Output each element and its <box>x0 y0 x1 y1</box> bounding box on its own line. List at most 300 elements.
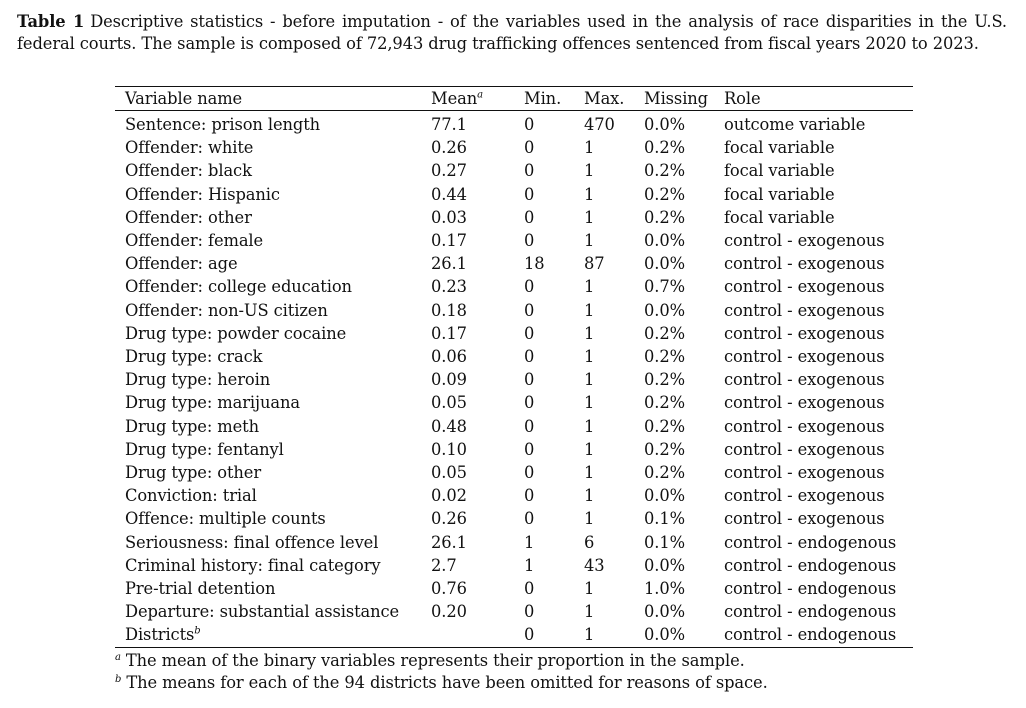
cell-max <box>584 275 644 298</box>
cell-role-text: control - exogenous <box>724 486 885 506</box>
cell-mean <box>431 299 524 322</box>
cell-mean-text: 77.1 <box>431 115 467 134</box>
cell-missing <box>644 577 724 600</box>
cell-min-text: 0 <box>524 370 535 390</box>
cell-max <box>584 391 644 414</box>
cell-max-text: 1 <box>584 625 595 645</box>
cell-role <box>724 159 913 182</box>
cell-mean-text: 0.17 <box>431 231 467 251</box>
cell-mean <box>431 229 524 252</box>
cell-missing-text: 0.2% <box>644 439 685 459</box>
cell-missing <box>644 183 724 206</box>
cell-variable <box>115 438 431 461</box>
cell-variable <box>115 461 431 484</box>
cell-min-text: 0 <box>524 509 535 529</box>
cell-min-text: 0 <box>524 184 535 204</box>
cell-role-text: control - exogenous <box>724 277 885 297</box>
cell-role-text: control - endogenous <box>724 602 897 622</box>
cell-min <box>524 484 584 507</box>
cell-role-text: control - exogenous <box>724 463 885 483</box>
cell-missing <box>644 623 724 647</box>
cell-max <box>584 159 644 182</box>
cell-max <box>584 136 644 159</box>
cell-role-text: control - exogenous <box>724 231 885 251</box>
cell-variable-text: Drug type: fentanyl <box>125 439 284 459</box>
header-role: Role <box>724 89 761 108</box>
cell-min <box>524 391 584 414</box>
cell-mean-text: 0.76 <box>431 579 467 599</box>
cell-mean <box>431 623 524 647</box>
cell-variable-text: Conviction: trial <box>125 486 257 506</box>
cell-min <box>524 206 584 229</box>
cell-variable <box>115 206 431 229</box>
cell-min-text: 18 <box>524 254 545 274</box>
cell-min-text: 0 <box>524 138 535 158</box>
cell-role-text: control - exogenous <box>724 347 885 367</box>
cell-mean-text: 0.26 <box>431 509 467 529</box>
cell-variable <box>115 229 431 252</box>
caption-label: Table 1 <box>17 12 85 31</box>
cell-mean-text: 0.02 <box>431 486 467 506</box>
cell-min <box>524 531 584 554</box>
table-row <box>115 391 913 414</box>
cell-mean-text: 0.26 <box>431 138 467 158</box>
cell-role <box>724 111 913 137</box>
cell-max <box>584 623 644 647</box>
cell-variable <box>115 484 431 507</box>
cell-missing <box>644 322 724 345</box>
cell-mean-text: 0.27 <box>431 161 467 181</box>
cell-mean <box>431 391 524 414</box>
cell-missing-text: 0.2% <box>644 370 685 390</box>
cell-min-text: 0 <box>524 486 535 506</box>
table-row <box>115 461 913 484</box>
cell-mean-text: 0.03 <box>431 207 467 227</box>
cell-variable-text: Offender: age <box>125 254 238 274</box>
header-mean-label: Mean <box>431 89 478 108</box>
cell-missing <box>644 345 724 368</box>
table-row <box>115 299 913 322</box>
cell-role <box>724 299 913 322</box>
cell-mean <box>431 531 524 554</box>
cell-max <box>584 229 644 252</box>
cell-max <box>584 299 644 322</box>
cell-min-text: 0 <box>524 416 535 436</box>
cell-variable-text: Seriousness: final offence level <box>125 532 379 552</box>
cell-variable-text: Offender: female <box>125 231 264 251</box>
cell-min-text: 0 <box>524 115 535 134</box>
cell-mean <box>431 368 524 391</box>
cell-missing-text: 0.1% <box>644 532 685 552</box>
table-row <box>115 183 913 206</box>
cell-missing-text: 0.0% <box>644 254 685 274</box>
cell-role-text: control - exogenous <box>724 254 885 274</box>
cell-variable <box>115 322 431 345</box>
caption-text: Descriptive statistics - before imputation - of the variables used in the analysis of race disparities in the U.S. federal courts. The sample is composed of 72,943 drug trafficking offences sentenced from fiscal years 2020 to 2023. <box>17 12 1007 53</box>
cell-min-text: 0 <box>524 439 535 459</box>
cell-missing-text: 0.2% <box>644 393 685 413</box>
cell-min-text: 0 <box>524 463 535 483</box>
cell-missing-text: 0.2% <box>644 184 685 204</box>
cell-role-text: focal variable <box>724 161 835 181</box>
cell-variable-text: Drug type: crack <box>125 347 263 367</box>
cell-max-text: 1 <box>584 231 595 251</box>
cell-max-text: 1 <box>584 486 595 506</box>
cell-variable-text: Offender: college education <box>125 277 352 297</box>
cell-role <box>724 368 913 391</box>
cell-variable <box>115 299 431 322</box>
cell-missing-text: 0.0% <box>644 231 685 251</box>
cell-mean <box>431 461 524 484</box>
cell-max <box>584 461 644 484</box>
cell-mean-text: 0.05 <box>431 463 467 483</box>
cell-min <box>524 345 584 368</box>
cell-role <box>724 275 913 298</box>
cell-missing-text: 0.0% <box>644 486 685 506</box>
cell-mean-text: 0.44 <box>431 184 467 204</box>
cell-variable-text: Districts <box>125 625 195 645</box>
cell-missing-text: 0.2% <box>644 463 685 483</box>
cell-max <box>584 438 644 461</box>
cell-role <box>724 391 913 414</box>
stats-table-container <box>115 86 913 648</box>
cell-missing-text: 0.2% <box>644 161 685 181</box>
cell-role <box>724 554 913 577</box>
cell-min-text: 0 <box>524 579 535 599</box>
cell-role <box>724 183 913 206</box>
cell-max <box>584 600 644 623</box>
cell-max-text: 1 <box>584 370 595 390</box>
cell-max-text: 1 <box>584 161 595 181</box>
cell-role-text: control - endogenous <box>724 579 897 599</box>
cell-variable <box>115 577 431 600</box>
cell-mean <box>431 183 524 206</box>
cell-missing <box>644 507 724 530</box>
header-max: Max. <box>584 89 625 108</box>
table-caption <box>17 11 1007 55</box>
cell-mean-text: 0.09 <box>431 370 467 390</box>
cell-variable-text: Offender: other <box>125 207 252 227</box>
table-row <box>115 577 913 600</box>
cell-variable-text: Offender: non-US citizen <box>125 300 328 320</box>
cell-missing-text: 0.0% <box>644 625 685 645</box>
cell-min <box>524 554 584 577</box>
cell-role-text: outcome variable <box>724 115 866 134</box>
cell-max <box>584 531 644 554</box>
cell-min <box>524 275 584 298</box>
cell-mean <box>431 111 524 137</box>
table-row <box>115 136 913 159</box>
cell-max-text: 1 <box>584 277 595 297</box>
cell-variable-text: Drug type: heroin <box>125 370 271 390</box>
cell-max-text: 1 <box>584 579 595 599</box>
cell-role-text: control - exogenous <box>724 509 885 529</box>
cell-variable <box>115 159 431 182</box>
cell-mean <box>431 159 524 182</box>
cell-max <box>584 322 644 345</box>
header-min: Min. <box>524 89 562 108</box>
cell-mean <box>431 600 524 623</box>
cell-missing <box>644 415 724 438</box>
cell-missing-text: 0.1% <box>644 509 685 529</box>
cell-missing <box>644 136 724 159</box>
cell-mean <box>431 415 524 438</box>
table-row <box>115 275 913 298</box>
cell-min-text: 0 <box>524 323 535 343</box>
descriptive-statistics-table <box>115 86 913 648</box>
cell-role-text: control - endogenous <box>724 625 897 645</box>
cell-max-text: 87 <box>584 254 605 274</box>
header-mean <box>431 87 524 111</box>
cell-mean <box>431 438 524 461</box>
cell-mean-text: 0.06 <box>431 347 467 367</box>
cell-variable-text: Sentence: prison length <box>125 115 321 134</box>
cell-min <box>524 299 584 322</box>
footnote-b <box>115 672 1015 694</box>
cell-missing <box>644 252 724 275</box>
cell-missing <box>644 600 724 623</box>
cell-max <box>584 368 644 391</box>
table-body <box>115 111 913 648</box>
cell-mean-text: 0.05 <box>431 393 467 413</box>
cell-max-text: 1 <box>584 300 595 320</box>
cell-max <box>584 507 644 530</box>
header-mean-footnote-marker: a <box>477 89 483 101</box>
cell-role <box>724 600 913 623</box>
cell-max-text: 1 <box>584 463 595 483</box>
cell-max <box>584 415 644 438</box>
footnote-a <box>115 650 1015 672</box>
cell-role-text: control - exogenous <box>724 300 885 320</box>
cell-missing-text: 0.2% <box>644 416 685 436</box>
cell-min <box>524 368 584 391</box>
cell-missing <box>644 275 724 298</box>
cell-missing <box>644 554 724 577</box>
cell-mean <box>431 322 524 345</box>
cell-variable-text: Offender: black <box>125 161 252 181</box>
cell-missing <box>644 111 724 137</box>
cell-min <box>524 111 584 137</box>
cell-role <box>724 206 913 229</box>
cell-max-text: 1 <box>584 602 595 622</box>
cell-variable <box>115 531 431 554</box>
cell-missing <box>644 461 724 484</box>
table-row <box>115 252 913 275</box>
cell-max <box>584 577 644 600</box>
table-row <box>115 600 913 623</box>
cell-role <box>724 484 913 507</box>
cell-min <box>524 159 584 182</box>
cell-min <box>524 461 584 484</box>
cell-role <box>724 577 913 600</box>
cell-variable-text: Drug type: marijuana <box>125 393 300 413</box>
cell-role <box>724 229 913 252</box>
cell-role <box>724 136 913 159</box>
cell-missing-text: 0.2% <box>644 138 685 158</box>
cell-role <box>724 461 913 484</box>
table-row <box>115 322 913 345</box>
footnote-text: The means for each of the 94 districts have been omitted for reasons of space. <box>126 673 768 692</box>
cell-mean-text: 2.7 <box>431 555 457 575</box>
cell-variable-text: Criminal history: final category <box>125 555 381 575</box>
cell-max-text: 1 <box>584 439 595 459</box>
header-missing: Missing <box>644 89 709 108</box>
cell-max-text: 1 <box>584 416 595 436</box>
cell-variable-text: Drug type: meth <box>125 416 259 436</box>
cell-role-text: control - exogenous <box>724 393 885 413</box>
cell-mean <box>431 577 524 600</box>
cell-variable-text: Drug type: other <box>125 463 262 483</box>
header-variable: Variable name <box>125 89 243 108</box>
cell-role-text: control - exogenous <box>724 416 885 436</box>
cell-missing <box>644 391 724 414</box>
cell-min <box>524 415 584 438</box>
cell-max-text: 1 <box>584 323 595 343</box>
cell-missing <box>644 229 724 252</box>
cell-mean <box>431 275 524 298</box>
cell-missing <box>644 438 724 461</box>
cell-min <box>524 623 584 647</box>
cell-min <box>524 438 584 461</box>
cell-role <box>724 438 913 461</box>
cell-variable <box>115 111 431 137</box>
cell-role-text: focal variable <box>724 138 835 158</box>
cell-variable <box>115 183 431 206</box>
cell-missing <box>644 299 724 322</box>
table-row <box>115 415 913 438</box>
cell-max-text: 6 <box>584 532 595 552</box>
cell-role <box>724 415 913 438</box>
cell-variable <box>115 345 431 368</box>
cell-mean <box>431 136 524 159</box>
cell-missing-text: 0.2% <box>644 323 685 343</box>
footnote-text: The mean of the binary variables represents their proportion in the sample. <box>125 651 745 670</box>
cell-role <box>724 531 913 554</box>
cell-missing <box>644 484 724 507</box>
cell-missing-text: 0.2% <box>644 347 685 367</box>
table-row <box>115 623 913 647</box>
cell-mean <box>431 345 524 368</box>
cell-mean-text: 0.48 <box>431 416 467 436</box>
cell-missing-text: 0.0% <box>644 555 685 575</box>
cell-variable-text: Pre-trial detention <box>125 579 276 599</box>
cell-mean-text: 26.1 <box>431 532 467 552</box>
cell-min-text: 0 <box>524 393 535 413</box>
cell-max <box>584 554 644 577</box>
cell-mean <box>431 507 524 530</box>
cell-min-text: 0 <box>524 602 535 622</box>
cell-variable <box>115 554 431 577</box>
cell-max-text: 1 <box>584 393 595 413</box>
table-row <box>115 345 913 368</box>
cell-max <box>584 206 644 229</box>
footnote-marker: b <box>115 673 122 685</box>
cell-missing-text: 0.0% <box>644 300 685 320</box>
cell-min <box>524 577 584 600</box>
cell-role <box>724 507 913 530</box>
cell-min <box>524 322 584 345</box>
cell-max <box>584 252 644 275</box>
cell-missing-text: 0.0% <box>644 602 685 622</box>
table-row <box>115 438 913 461</box>
table-row <box>115 554 913 577</box>
cell-role-text: control - exogenous <box>724 323 885 343</box>
cell-max <box>584 111 644 137</box>
table-row <box>115 484 913 507</box>
variable-footnote-marker: b <box>194 626 201 638</box>
cell-min-text: 0 <box>524 277 535 297</box>
table-header-row <box>115 87 913 111</box>
cell-max <box>584 345 644 368</box>
cell-role-text: control - endogenous <box>724 532 897 552</box>
cell-mean <box>431 554 524 577</box>
footnote-marker: a <box>115 651 121 663</box>
cell-mean <box>431 252 524 275</box>
cell-variable <box>115 136 431 159</box>
cell-mean <box>431 206 524 229</box>
cell-role <box>724 623 913 647</box>
cell-missing-text: 0.2% <box>644 207 685 227</box>
cell-min-text: 0 <box>524 161 535 181</box>
cell-max <box>584 183 644 206</box>
cell-max-text: 1 <box>584 207 595 227</box>
cell-variable <box>115 368 431 391</box>
cell-mean-text: 0.17 <box>431 323 467 343</box>
cell-min-text: 0 <box>524 625 535 645</box>
cell-variable-text: Drug type: powder cocaine <box>125 323 347 343</box>
cell-missing-text: 1.0% <box>644 579 685 599</box>
cell-min-text: 0 <box>524 347 535 367</box>
cell-max <box>584 484 644 507</box>
cell-mean-text: 0.18 <box>431 300 467 320</box>
cell-max-text: 1 <box>584 138 595 158</box>
cell-role-text: focal variable <box>724 184 835 204</box>
cell-max-text: 43 <box>584 555 605 575</box>
cell-role-text: control - endogenous <box>724 555 897 575</box>
cell-missing <box>644 368 724 391</box>
cell-mean-text: 0.10 <box>431 439 467 459</box>
cell-variable-text: Offence: multiple counts <box>125 509 326 529</box>
cell-variable-text: Departure: substantial assistance <box>125 602 400 622</box>
cell-mean <box>431 484 524 507</box>
cell-variable <box>115 415 431 438</box>
table-row <box>115 206 913 229</box>
cell-variable <box>115 623 431 647</box>
table-row <box>115 229 913 252</box>
cell-min-text: 0 <box>524 207 535 227</box>
cell-min-text: 1 <box>524 555 535 575</box>
cell-max-text: 1 <box>584 184 595 204</box>
cell-variable <box>115 507 431 530</box>
cell-role-text: control - exogenous <box>724 439 885 459</box>
table-row <box>115 531 913 554</box>
cell-max-text: 1 <box>584 347 595 367</box>
cell-role-text: focal variable <box>724 207 835 227</box>
cell-missing <box>644 159 724 182</box>
cell-missing-text: 0.0% <box>644 115 685 134</box>
cell-min-text: 0 <box>524 300 535 320</box>
cell-min <box>524 136 584 159</box>
cell-max-text: 1 <box>584 509 595 529</box>
table-row <box>115 159 913 182</box>
cell-missing-text: 0.7% <box>644 277 685 297</box>
cell-min <box>524 183 584 206</box>
cell-role-text: control - exogenous <box>724 370 885 390</box>
table-row <box>115 507 913 530</box>
cell-role <box>724 252 913 275</box>
cell-variable <box>115 391 431 414</box>
cell-min-text: 0 <box>524 231 535 251</box>
